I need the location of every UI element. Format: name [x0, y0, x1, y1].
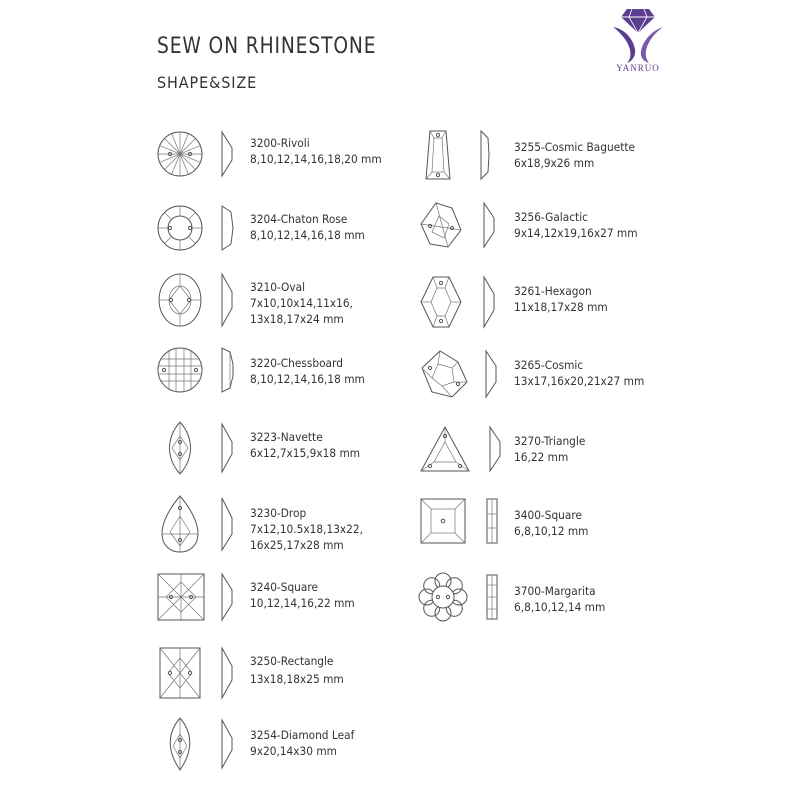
- item-sizes: 9x14,12x19,16x27 mm: [514, 226, 638, 240]
- rivoli-front-icon: [156, 130, 204, 178]
- item-sizes: 16,22 mm: [514, 450, 569, 464]
- chessboard-side-icon: [218, 346, 238, 394]
- cosmic-baguette-front-icon: [418, 128, 458, 182]
- galactic-side-icon: [480, 200, 498, 250]
- item-label: 3256-Galactic: [514, 210, 588, 224]
- square-3400-front-icon: [418, 496, 468, 546]
- item-label: 3254-Diamond Leaf: [250, 728, 355, 742]
- hexagon-front-icon: [418, 274, 464, 330]
- item-sizes: 13x18,17x24 mm: [250, 312, 344, 326]
- item-label: 3204-Chaton Rose: [250, 212, 348, 226]
- square-3400-side-icon: [482, 496, 502, 546]
- page-subtitle: SHAPE&SIZE: [157, 73, 258, 92]
- diamond-leaf-side-icon: [218, 716, 236, 772]
- item-label: 3700-Margarita: [514, 584, 596, 598]
- hexagon-side-icon: [480, 274, 498, 330]
- triangle-side-icon: [486, 424, 504, 474]
- item-sizes: 7x12,10.5x18,13x22,: [250, 522, 364, 536]
- square-side-icon: [218, 572, 236, 622]
- oval-side-icon: [218, 272, 236, 328]
- item-sizes: 10,12,14,16,22 mm: [250, 596, 355, 610]
- item-label: 3210-Oval: [250, 280, 306, 294]
- item-sizes: 13x18,18x25 mm: [250, 672, 344, 686]
- cosmic-side-icon: [482, 348, 500, 400]
- galactic-front-icon: [418, 200, 464, 250]
- item-sizes: 8,10,12,14,16,18 mm: [250, 228, 365, 242]
- oval-front-icon: [156, 272, 204, 328]
- item-sizes: 7x10,10x14,11x16,: [250, 296, 353, 310]
- chessboard-front-icon: [156, 346, 204, 394]
- item-sizes: 6,8,10,12,14 mm: [514, 600, 606, 614]
- drop-side-icon: [218, 494, 236, 554]
- item-sizes: 11x18,17x28 mm: [514, 300, 608, 314]
- brand-logo: [598, 5, 678, 77]
- item-label: 3255-Cosmic Baguette: [514, 140, 636, 154]
- item-label: 3223-Navette: [250, 430, 323, 444]
- navette-front-icon: [156, 420, 204, 476]
- item-label: 3400-Square: [514, 508, 582, 522]
- item-label: 3261-Hexagon: [514, 284, 592, 298]
- item-sizes: 8,10,12,14,16,18,20 mm: [250, 152, 382, 166]
- cosmic-baguette-side-icon: [476, 128, 494, 182]
- item-label: 3250-Rectangle: [250, 654, 334, 668]
- page-title: SEW ON RHINESTONE: [157, 34, 377, 59]
- item-sizes: 16x25,17x28 mm: [250, 538, 344, 552]
- item-sizes: 6,8,10,12 mm: [514, 524, 589, 538]
- item-label: 3265-Cosmic: [514, 358, 584, 372]
- chaton-rose-front-icon: [156, 204, 204, 252]
- rectangle-side-icon: [218, 646, 236, 700]
- item-sizes: 6x18,9x26 mm: [514, 156, 595, 170]
- item-label: 3230-Drop: [250, 506, 307, 520]
- item-sizes: 13x17,16x20,21x27 mm: [514, 374, 645, 388]
- item-sizes: 9x20,14x30 mm: [250, 744, 337, 758]
- item-label: 3240-Square: [250, 580, 318, 594]
- item-label: 3200-Rivoli: [250, 136, 310, 150]
- item-sizes: 8,10,12,14,16,18 mm: [250, 372, 365, 386]
- diamond-leaf-front-icon: [156, 716, 204, 772]
- diamond-logo-icon: [605, 5, 671, 65]
- item-sizes: 6x12,7x15,9x18 mm: [250, 446, 361, 460]
- chaton-rose-side-icon: [218, 204, 236, 252]
- item-label: 3220-Chessboard: [250, 356, 343, 370]
- drop-front-icon: [156, 494, 204, 554]
- margarita-front-icon: [418, 572, 468, 622]
- rivoli-side-icon: [218, 130, 236, 178]
- margarita-side-icon: [482, 572, 502, 622]
- cosmic-front-icon: [418, 348, 470, 400]
- navette-side-icon: [218, 420, 236, 476]
- square-front-icon: [156, 572, 206, 622]
- brand-name: YANRUO: [616, 63, 660, 73]
- rectangle-front-icon: [156, 646, 204, 700]
- triangle-front-icon: [418, 424, 472, 474]
- item-label: 3270-Triangle: [514, 434, 586, 448]
